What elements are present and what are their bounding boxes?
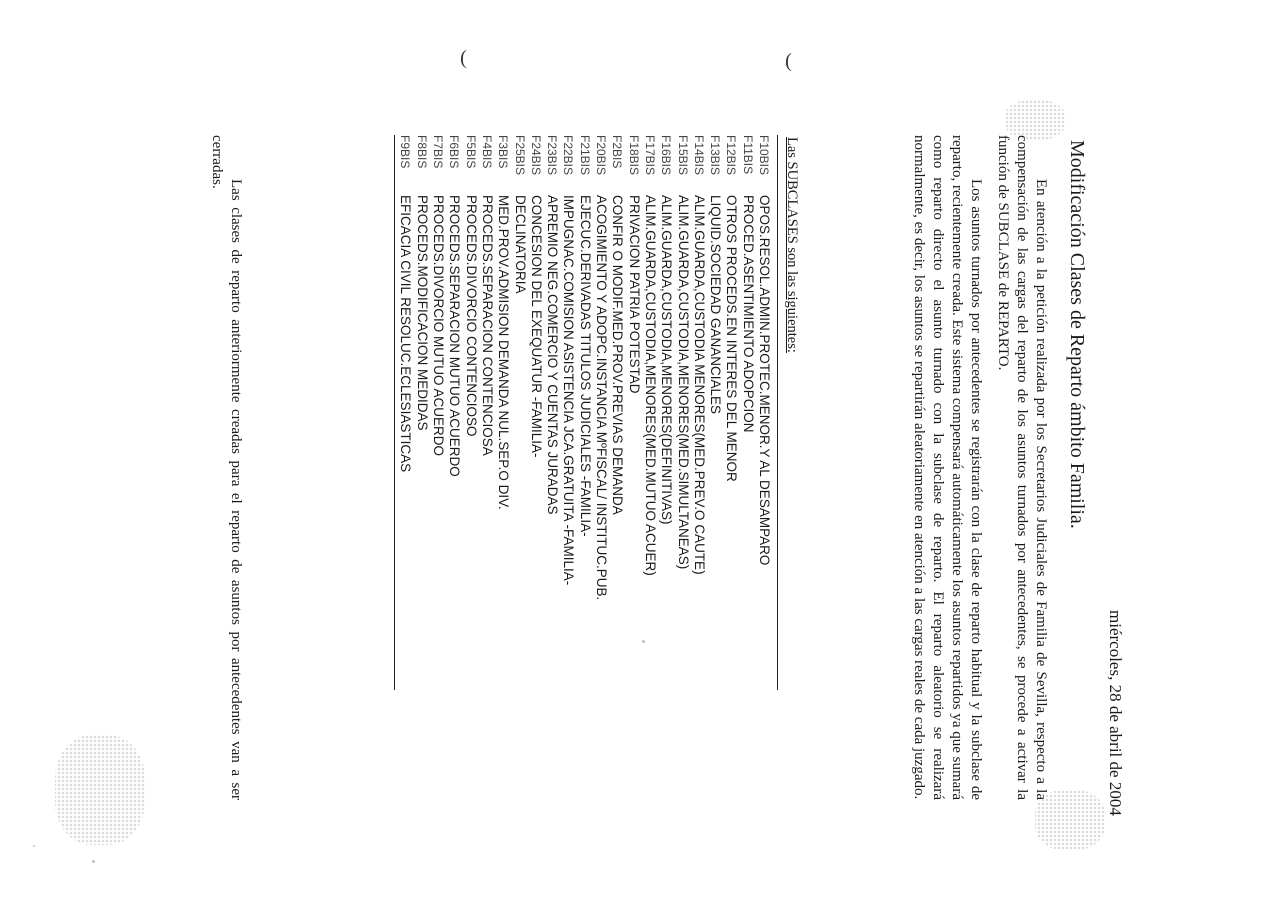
subclass-description: IMPUGNAC.COMISION ASISTENCIA JCA.GRATUITA -FAMILIA- [561,195,577,586]
subclass-code: F6BIS [447,135,462,169]
subclass-row [446,135,462,690]
subclass-row [593,135,609,690]
subclass-code: F21BIS [577,135,592,176]
subclass-description: APREMIO NEG.COMERCIO Y CUENTAS JURADAS [545,195,561,515]
subclass-description: DECLINATORIA [512,195,528,294]
subclass-row [544,135,560,690]
subclass-code: F11BIS [740,135,755,175]
rotated-document-page [209,0,1185,906]
subclass-description: ALIM.GUARDA,CUSTODIA MENORES(MED.PREV.O CAUTE) [691,195,707,575]
subclass-code: F8BIS [414,135,429,169]
subclass-row [511,135,527,690]
explanation-paragraph: Los asuntos turnados por antecedentes se registrarán con la clase de reparto habitual y la subclase de reparto, recientemente creada. Este sistema compensará automáticamente los asuntos repartidos ya que sumará como reparto directo el asunto turnado con la subclase de reparto. El reparto aleatorio se realizará normalmente, es decir, los asuntos se repartirán aleatoriamente en atención a las cargas reales de cada juzgado. [911,135,984,800]
subclass-code: F15BIS [675,135,690,176]
scan-noise [55,735,145,845]
subclass-row [560,135,576,690]
subclass-code: F3BIS [496,135,511,169]
subclass-row [723,135,739,690]
subclass-row [495,135,511,690]
subclass-code: F9BIS [398,135,413,169]
subclass-description: OPOS.RESOL.ADMIN.PROTEC.MENOR.Y AL DESAMPARO [757,195,772,566]
subclass-description: CONCESION DEL EXEQUATUR -FAMILIA- [528,195,544,458]
subclass-row [739,135,755,690]
subclass-code: F14BIS [691,135,706,176]
subclass-row [691,135,707,690]
subclass-code: F22BIS [561,135,576,176]
subclass-description: ACOGIMIENTO Y ADOPC.INSTANCIA MºFISCAL/ INSTITUC.PUB. [594,195,610,601]
subclass-code: F5BIS [463,135,478,169]
subclass-row [674,135,690,690]
subclass-description: LIQUID.SOCIEDAD GANANCIALES [708,195,724,415]
subclass-code: F20BIS [594,135,609,176]
subclass-code: F23BIS [545,135,560,176]
document-date: miércoles, 28 de abril de 2004 [1106,610,1125,816]
scan-mark: ( [785,49,792,72]
subclass-description: PROCEDS.DIVORCIO MUTUO ACUERDO [431,195,447,457]
subclass-row [479,135,495,690]
subclass-code: F13BIS [708,135,723,176]
subclass-row [625,135,641,690]
subclass-row [707,135,723,690]
subclass-description: PROCEDS.MODIFICACION MEDIDAS [414,195,430,431]
subclass-description: CONFIR O MODIF.MED.PROV.PREVIAS DEMANDA [610,195,626,515]
subclass-description: EFICACIA CIVIL RESOLUC.ECLESIASTICAS [398,195,414,473]
subclass-row [756,135,772,690]
subclass-description: PROCEDS.SEPARACION CONTENCIOSA [479,195,495,456]
subclass-description: PROCEDS.SEPARACION MUTUO ACUERDO [447,195,463,477]
subclass-row [576,135,592,690]
subclass-row [609,135,625,690]
subclass-code: F10BIS [757,135,771,176]
subclass-code: F17BIS [642,135,657,176]
subclass-description: OTROS PROCEDS.EN INTERES DEL MENOR [724,195,740,482]
subclasses-table [394,135,778,690]
subclass-row [397,135,413,690]
scan-speck [33,845,35,847]
subclass-code: F12BIS [724,135,739,176]
subclasses-heading: Las SUBCLASES son las siguientes: [784,137,800,353]
subclass-row [462,135,478,690]
subclass-code: F18BIS [626,135,641,176]
intro-paragraph: En atención a la petición realizada por los Secretarios Judiciales de Familia de Sevilla, respecto a la compensación de las cargas del reparto de los asuntos turnados por antecedentes, se procede a activar la función de SUBCLASE de REPARTO. [995,135,1049,800]
subclass-description: ALIM.GUARDA,CUSTODIA,MENORES(MED.MUTUO ACUER) [642,195,658,576]
subclass-description: ALIM.GUARDA,CUSTODIA,MENORES(MED.SIMULTANEAS) [675,195,691,570]
subclass-row [413,135,429,690]
scan-noise [1005,100,1065,140]
subclass-row [430,135,446,690]
subclass-code: F25BIS [512,135,527,176]
subclass-description: EJECUC.DERIVADAS TITULOS JUDICIALES -FAMILIA- [577,195,593,537]
subclass-description: PROCED.ASENTIMIENTO ADOPCION [740,195,756,433]
subclass-row [658,135,674,690]
subclass-row [642,135,658,690]
subclass-code: F7BIS [431,135,446,169]
subclass-code: F2BIS [610,135,625,169]
subclass-code: F24BIS [528,135,543,176]
scan-speck [92,860,95,863]
scan-mark: ( [460,46,467,69]
subclass-description: PROCEDS.DIVORCIO CONTENCIOSO [463,195,479,437]
subclass-row [528,135,544,690]
subclass-description: MED.PROV.ADMISION DEMANDA NUL.SEP.O DIV. [496,195,512,510]
closing-paragraph: Las clases de reparto anteriormente creadas para el reparto de asuntos por antecedentes van a ser cerradas. [209,135,244,800]
subclass-code: F4BIS [479,135,494,169]
subclass-description: PRIVACION PATRIA POTESTAD [626,195,642,394]
subclass-code: F16BIS [659,135,674,176]
subclass-description: ALIM.GUARDA,CUSTODIA,MENORES(DEFINITIVAS) [659,195,675,525]
document-title: Modificación Clases de Reparto ámbito Familia. [1066,140,1088,529]
